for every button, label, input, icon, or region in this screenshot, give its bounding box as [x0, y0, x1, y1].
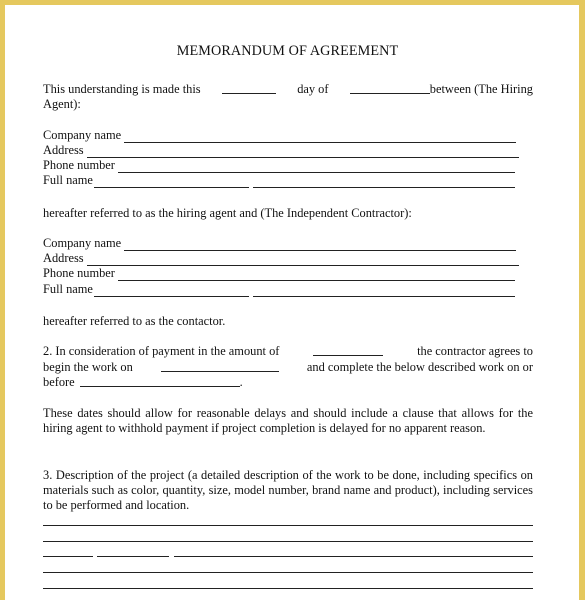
description-line-5[interactable] — [43, 588, 533, 589]
agent-phone-field[interactable] — [118, 161, 515, 173]
payment-amount-blank[interactable] — [313, 344, 383, 356]
agent-address-row — [43, 143, 519, 158]
intro-text-3: between (The Hiring — [429, 82, 533, 96]
contractor-fullname-label: Full name — [43, 282, 93, 296]
clause2-text-c: begin the work on — [43, 360, 133, 374]
agent-company-label: Company name — [43, 128, 122, 142]
intro-text-1: This understanding is made this — [43, 82, 201, 96]
agent-lastname-field[interactable] — [253, 176, 515, 188]
contractor-company-row — [43, 236, 516, 251]
clause3-paragraph: 3. Description of the project (a detailed description of the work to be done, including specifics on materials such as color, quantity, size, model number, brand name and product), including services to be performed and location. — [43, 468, 533, 512]
description-line-3a[interactable] — [43, 556, 93, 557]
clause2-text-f: . — [239, 375, 243, 389]
agent-company-row — [43, 128, 516, 143]
contractor-lastname-field[interactable] — [253, 285, 515, 297]
contractor-phone-row — [43, 266, 515, 281]
clause2-line-1 — [43, 344, 533, 359]
clause2-line-2 — [43, 360, 533, 375]
referred-contractor-text: hereafter referred to as the contactor. — [43, 314, 226, 328]
agent-phone-label: Phone number — [43, 158, 115, 172]
contractor-phone-label: Phone number — [43, 266, 115, 280]
referred-agent-text: hereafter referred to as the hiring agent and (The Independent Contractor): — [43, 206, 412, 220]
agent-address-field[interactable] — [87, 146, 519, 158]
agent-fullname-row — [43, 173, 515, 188]
description-line-3b[interactable] — [97, 556, 169, 557]
clause2-text-b: the contractor agrees to — [417, 344, 533, 358]
contractor-company-label: Company name — [43, 236, 122, 250]
agent-phone-row — [43, 158, 515, 173]
agent-fullname-label: Full name — [43, 173, 93, 187]
description-line-2[interactable] — [43, 541, 533, 542]
start-date-blank[interactable] — [161, 360, 279, 372]
clause2-text-d: and complete the below described work on or — [306, 360, 533, 374]
clause2-text-a: 2. In consideration of payment in the amount of — [43, 344, 280, 358]
agent-firstname-field[interactable] — [94, 176, 249, 188]
contractor-address-field[interactable] — [87, 254, 519, 266]
contractor-phone-field[interactable] — [118, 269, 515, 281]
month-blank[interactable] — [350, 82, 430, 94]
contractor-fullname-row — [43, 282, 515, 297]
contractor-address-label: Address — [43, 251, 84, 265]
contractor-address-row — [43, 251, 519, 266]
end-date-blank[interactable] — [80, 375, 240, 387]
day-blank[interactable] — [222, 82, 276, 94]
agent-company-field[interactable] — [124, 131, 516, 143]
description-line-3c[interactable] — [174, 556, 533, 557]
clause2-text-e: before — [43, 375, 75, 389]
contractor-company-field[interactable] — [124, 239, 516, 251]
document-title: MEMORANDUM OF AGREEMENT — [176, 43, 399, 59]
intro-text-4: Agent): — [43, 97, 81, 111]
dates-paragraph: These dates should allow for reasonable delays and should include a clause that allows for the hiring agent to withhold payment if project completion is delayed for no apparent reason. — [43, 406, 533, 435]
description-line-1[interactable] — [43, 525, 533, 526]
description-line-4[interactable] — [43, 572, 533, 573]
agent-address-label: Address — [43, 143, 84, 157]
contractor-firstname-field[interactable] — [94, 285, 249, 297]
clause2-line-3 — [43, 375, 533, 390]
intro-text-2: day of — [297, 82, 329, 96]
intro-line-1 — [43, 82, 533, 97]
